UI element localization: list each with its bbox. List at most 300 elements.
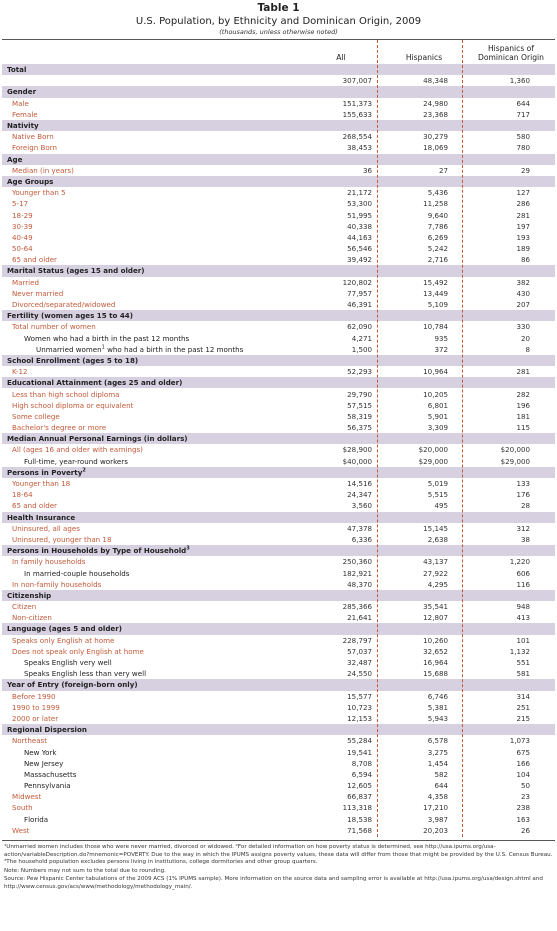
row-label bbox=[2, 747, 302, 758]
table-row bbox=[2, 534, 555, 545]
cell-dominican: 238 bbox=[516, 803, 530, 813]
row-label-text: West bbox=[12, 825, 30, 835]
row-label-text: Total number of women bbox=[12, 322, 96, 332]
table-row bbox=[2, 209, 555, 220]
cell-dominican: 176 bbox=[516, 490, 530, 500]
row-label-text: Before 1990 bbox=[12, 691, 56, 701]
row-label bbox=[2, 355, 302, 366]
cell-all: 40,338 bbox=[347, 221, 372, 231]
cell-all: 55,284 bbox=[347, 736, 372, 746]
cell-all: $28,900 bbox=[342, 445, 372, 455]
column-header-dominican: Hispanics of Dominican Origin bbox=[478, 44, 544, 62]
table-row bbox=[2, 444, 555, 455]
row-label-text: 65 and older bbox=[12, 255, 57, 265]
column-header-all: All bbox=[336, 53, 346, 62]
row-label-text: Speaks English less than very well bbox=[24, 669, 147, 679]
cell-hispanics: 5,901 bbox=[427, 411, 448, 421]
row-label bbox=[2, 131, 302, 142]
row-label-text: Younger than 5 bbox=[12, 188, 66, 198]
row-label-text: Non-citizen bbox=[12, 613, 52, 623]
table-row bbox=[2, 165, 555, 176]
table-row bbox=[2, 333, 555, 344]
cell-all: 24,550 bbox=[347, 669, 372, 679]
row-label bbox=[2, 142, 302, 153]
cell-dominican: 1,360 bbox=[509, 76, 530, 86]
column-rule-hispanics-dominican bbox=[462, 40, 463, 837]
cell-all: 39,492 bbox=[347, 255, 372, 265]
section-header-row bbox=[2, 433, 555, 444]
cell-dominican: 38 bbox=[520, 534, 530, 544]
cell-dominican: 133 bbox=[516, 479, 530, 489]
row-label bbox=[2, 635, 302, 646]
cell-all: 53,300 bbox=[347, 199, 372, 209]
cell-hispanics: 372 bbox=[434, 344, 448, 354]
cell-all: 228,797 bbox=[342, 635, 372, 645]
row-label-text: 40-49 bbox=[12, 232, 33, 242]
footnote-paragraph: Source: Pew Hispanic Center tabulations of the 2009 ACS (1% IPUMS sample). More information on the source data and sampling error is available at http://usa.ipums.org/usa/design.shtml and http://www.census.gov/acs/www/methodology/methodology_main/. bbox=[4, 876, 543, 890]
cell-hispanics: 23,368 bbox=[423, 109, 448, 119]
table-row bbox=[2, 400, 555, 411]
row-label-text: Does not speak only English at home bbox=[12, 646, 144, 656]
row-label-text: 65 and older bbox=[12, 501, 57, 511]
cell-hispanics: $20,000 bbox=[418, 445, 448, 455]
cell-hispanics: 5,436 bbox=[427, 188, 448, 198]
cell-all: 120,802 bbox=[342, 277, 372, 287]
cell-hispanics: 27,922 bbox=[423, 568, 448, 578]
table-row bbox=[2, 556, 555, 567]
cell-dominican: 86 bbox=[520, 255, 530, 265]
row-label-text: Native Born bbox=[12, 132, 54, 142]
cell-dominican: 166 bbox=[516, 758, 530, 768]
cell-all: 113,318 bbox=[342, 803, 372, 813]
row-label bbox=[2, 333, 302, 344]
row-label bbox=[2, 64, 302, 75]
row-label-text: Married bbox=[12, 277, 40, 287]
table-row bbox=[2, 769, 555, 780]
row-label bbox=[2, 512, 302, 523]
table-row bbox=[2, 366, 555, 377]
table-row bbox=[2, 780, 555, 791]
cell-all: 10,723 bbox=[347, 702, 372, 712]
row-label-text: Persons in Poverty bbox=[7, 467, 83, 477]
row-label bbox=[2, 422, 302, 433]
table-row bbox=[2, 187, 555, 198]
table-row bbox=[2, 131, 555, 142]
row-label bbox=[2, 668, 302, 679]
row-label bbox=[2, 456, 302, 467]
cell-hispanics: 3,309 bbox=[427, 423, 448, 433]
cell-hispanics: 7,786 bbox=[427, 221, 448, 231]
cell-dominican: 780 bbox=[516, 143, 530, 153]
section-header-row bbox=[2, 545, 555, 556]
cell-all: 21,172 bbox=[347, 188, 372, 198]
row-label-text: Language (ages 5 and older) bbox=[7, 624, 122, 634]
row-label-text: In married-couple households bbox=[24, 568, 130, 578]
row-label-text: Younger than 18 bbox=[12, 479, 71, 489]
table-row bbox=[2, 489, 555, 500]
cell-all: 38,453 bbox=[347, 143, 372, 153]
cell-hispanics: 4,358 bbox=[427, 792, 448, 802]
cell-dominican: 312 bbox=[516, 523, 530, 533]
section-header-row bbox=[2, 176, 555, 187]
row-label bbox=[2, 623, 302, 634]
row-label-text: Fertility (women ages 15 to 44) bbox=[7, 311, 133, 321]
cell-hispanics: 582 bbox=[434, 769, 448, 779]
units-note: (thousands, unless otherwise noted) bbox=[219, 28, 338, 36]
row-label-text-cont: who had a birth in the past 12 months bbox=[104, 344, 244, 354]
cell-hispanics: 43,137 bbox=[423, 557, 448, 567]
table-body bbox=[2, 64, 555, 836]
cell-hispanics: 30,279 bbox=[423, 132, 448, 142]
section-header-row bbox=[2, 512, 555, 523]
cell-all: 48,370 bbox=[347, 579, 372, 589]
row-label-text: High school diploma or equivalent bbox=[12, 400, 134, 410]
row-label bbox=[2, 299, 302, 310]
cell-all: 32,487 bbox=[347, 658, 372, 668]
row-label bbox=[2, 478, 302, 489]
cell-dominican: 1,132 bbox=[509, 646, 530, 656]
row-label-text: K-12 bbox=[12, 367, 28, 377]
cell-all: 1,500 bbox=[351, 344, 372, 354]
row-label-text: School Enrollment (ages 5 to 18) bbox=[7, 355, 139, 365]
table-row bbox=[2, 321, 555, 332]
cell-hispanics: 4,295 bbox=[427, 579, 448, 589]
cell-all: 155,633 bbox=[342, 109, 372, 119]
row-label-text: Uninsured, all ages bbox=[12, 523, 80, 533]
cell-all: 14,516 bbox=[347, 479, 372, 489]
cell-all: 52,293 bbox=[347, 367, 372, 377]
row-label bbox=[2, 467, 302, 478]
footnote-marker: 1 bbox=[101, 344, 105, 351]
cell-hispanics: 10,260 bbox=[423, 635, 448, 645]
row-label bbox=[2, 86, 302, 97]
footnote-paragraph: ¹Unmarried women includes those who were never married, divorced or widowed. ²For detailed information on how poverty status is determined, see http://usa.ipums.org/usa-action/variableDescription.do?mnemonic=POVERTY. Due to the way in which the IPUMS assigns poverty values, these data will differ from those that might be provided by the U.S. Census Bureau. ³The household population excludes persons living in institutions, college dormitories and other group quarters. bbox=[4, 843, 553, 866]
cell-dominican: 116 bbox=[516, 579, 530, 589]
cell-hispanics: 935 bbox=[434, 333, 448, 343]
row-label bbox=[2, 590, 302, 601]
cell-all: 29,790 bbox=[347, 389, 372, 399]
table-row bbox=[2, 98, 555, 109]
cell-all: 4,271 bbox=[351, 333, 372, 343]
cell-hispanics: 15,492 bbox=[423, 277, 448, 287]
row-label bbox=[2, 713, 302, 724]
cell-dominican: 215 bbox=[516, 713, 530, 723]
row-label-text: Full-time, year-round workers bbox=[24, 456, 128, 466]
table-row bbox=[2, 456, 555, 467]
table-row bbox=[2, 567, 555, 578]
cell-hispanics: 495 bbox=[434, 501, 448, 511]
row-label-text: Never married bbox=[12, 288, 64, 298]
cell-hispanics: 5,381 bbox=[427, 702, 448, 712]
cell-hispanics: 16,964 bbox=[423, 658, 448, 668]
cell-hispanics: 6,578 bbox=[427, 736, 448, 746]
table-row bbox=[2, 243, 555, 254]
row-label bbox=[2, 534, 302, 545]
cell-all: 66,837 bbox=[347, 792, 372, 802]
cell-all: 182,921 bbox=[342, 568, 372, 578]
cell-hispanics: 9,640 bbox=[427, 210, 448, 220]
cell-all: 6,336 bbox=[351, 534, 372, 544]
row-label bbox=[2, 187, 302, 198]
row-label-text: Total bbox=[7, 65, 27, 75]
row-label bbox=[2, 657, 302, 668]
row-label-text: Health Insurance bbox=[7, 512, 76, 522]
cell-hispanics: 5,019 bbox=[427, 479, 448, 489]
cell-dominican: 20 bbox=[520, 333, 530, 343]
cell-hispanics: $29,000 bbox=[418, 456, 448, 466]
cell-all: 151,373 bbox=[342, 98, 372, 108]
table-row bbox=[2, 254, 555, 265]
section-header-row bbox=[2, 64, 555, 75]
cell-all: 36 bbox=[362, 165, 372, 175]
row-label bbox=[2, 165, 302, 176]
table-row bbox=[2, 713, 555, 724]
cell-hispanics: 13,449 bbox=[423, 288, 448, 298]
table-row bbox=[2, 746, 555, 757]
cell-dominican: 286 bbox=[516, 199, 530, 209]
row-label bbox=[2, 154, 302, 165]
row-label bbox=[2, 277, 302, 288]
row-label bbox=[2, 377, 302, 388]
cell-hispanics: 3,275 bbox=[427, 747, 448, 757]
cell-hispanics: 3,987 bbox=[427, 814, 448, 824]
table-row bbox=[2, 198, 555, 209]
row-label-text: Northeast bbox=[12, 736, 48, 746]
table-row bbox=[2, 825, 555, 836]
cell-hispanics: 15,688 bbox=[423, 669, 448, 679]
table-row bbox=[2, 142, 555, 153]
cell-all: 56,375 bbox=[347, 423, 372, 433]
section-header-row bbox=[2, 355, 555, 366]
cell-all: 51,995 bbox=[347, 210, 372, 220]
cell-dominican: 197 bbox=[516, 221, 530, 231]
cell-all: 6,594 bbox=[351, 769, 372, 779]
cell-dominican: 251 bbox=[516, 702, 530, 712]
cell-all: 71,568 bbox=[347, 825, 372, 835]
row-label-text: Speaks English very well bbox=[24, 658, 112, 668]
table-row bbox=[2, 814, 555, 825]
cell-hispanics: 5,109 bbox=[427, 300, 448, 310]
cell-dominican: 1,220 bbox=[509, 557, 530, 567]
row-label bbox=[2, 198, 302, 209]
row-label-text: 18-64 bbox=[12, 490, 33, 500]
row-label bbox=[2, 120, 302, 131]
cell-all: 3,560 bbox=[351, 501, 372, 511]
section-header-row bbox=[2, 467, 555, 478]
footnotes bbox=[2, 840, 555, 892]
cell-hispanics: 24,980 bbox=[423, 98, 448, 108]
row-label-text: Age Groups bbox=[7, 176, 54, 186]
table-row bbox=[2, 735, 555, 746]
cell-dominican: 189 bbox=[516, 244, 530, 254]
table-row bbox=[2, 478, 555, 489]
cell-dominican: 581 bbox=[516, 669, 530, 679]
row-label bbox=[2, 579, 302, 590]
row-label bbox=[2, 344, 302, 355]
cell-dominican: 281 bbox=[516, 367, 530, 377]
table-row bbox=[2, 758, 555, 769]
cell-dominican: 413 bbox=[516, 613, 530, 623]
table-row bbox=[2, 388, 555, 399]
cell-all: 15,577 bbox=[347, 691, 372, 701]
table-row bbox=[2, 422, 555, 433]
row-label bbox=[2, 433, 302, 444]
table-row bbox=[2, 791, 555, 802]
cell-hispanics: 5,242 bbox=[427, 244, 448, 254]
cell-hispanics: 6,746 bbox=[427, 691, 448, 701]
section-header-row bbox=[2, 120, 555, 131]
row-label-text: Nativity bbox=[7, 121, 39, 131]
footnote-marker: 2 bbox=[82, 467, 86, 474]
row-label-text: Median Annual Personal Earnings (in dollars) bbox=[7, 434, 188, 444]
row-label-text: Divorced/separated/widowed bbox=[12, 300, 116, 310]
cell-dominican: 1,073 bbox=[509, 736, 530, 746]
table-row bbox=[2, 277, 555, 288]
cell-hispanics: 48,348 bbox=[423, 76, 448, 86]
row-label bbox=[2, 691, 302, 702]
section-header-row bbox=[2, 154, 555, 165]
row-label bbox=[2, 612, 302, 623]
row-label-text: Pennsylvania bbox=[24, 781, 71, 791]
table-row bbox=[2, 109, 555, 120]
cell-dominican: 281 bbox=[516, 210, 530, 220]
row-label-text: Year of Entry (foreign-born only) bbox=[7, 680, 138, 690]
table-row bbox=[2, 232, 555, 243]
cell-dominican: 717 bbox=[516, 109, 530, 119]
row-label bbox=[2, 545, 302, 556]
table-row bbox=[2, 579, 555, 590]
title-block bbox=[2, 0, 555, 37]
table-row bbox=[2, 635, 555, 646]
cell-all: 21,641 bbox=[347, 613, 372, 623]
footnote-paragraph: Note: Numbers may not sum to the total due to rounding. bbox=[4, 867, 166, 874]
cell-dominican: $29,000 bbox=[500, 456, 530, 466]
row-label bbox=[2, 389, 302, 400]
row-label-text: Regional Dispersion bbox=[7, 725, 87, 735]
cell-dominican: 127 bbox=[516, 188, 530, 198]
cell-dominican: 314 bbox=[516, 691, 530, 701]
cell-dominican: 330 bbox=[516, 322, 530, 332]
section-header-row bbox=[2, 679, 555, 690]
row-label bbox=[2, 523, 302, 534]
cell-dominican: 28 bbox=[520, 501, 530, 511]
table-row bbox=[2, 702, 555, 713]
row-label bbox=[2, 243, 302, 254]
row-label-text: Some college bbox=[12, 411, 60, 421]
row-label bbox=[2, 109, 302, 120]
table-row bbox=[2, 668, 555, 679]
row-label bbox=[2, 400, 302, 411]
table-row bbox=[2, 646, 555, 657]
table-title: Table 1 bbox=[257, 2, 300, 14]
table-row bbox=[2, 221, 555, 232]
row-label-text: Age bbox=[7, 154, 23, 164]
row-label bbox=[2, 679, 302, 690]
cell-all: 307,007 bbox=[342, 76, 372, 86]
cell-all: 12,153 bbox=[347, 713, 372, 723]
cell-all: 57,515 bbox=[347, 400, 372, 410]
cell-dominican: 430 bbox=[516, 288, 530, 298]
cell-dominican: 580 bbox=[516, 132, 530, 142]
row-label-text: Female bbox=[12, 109, 38, 119]
cell-hispanics: 32,652 bbox=[423, 646, 448, 656]
cell-hispanics: 11,258 bbox=[423, 199, 448, 209]
row-label bbox=[2, 758, 302, 769]
table-row bbox=[2, 601, 555, 612]
table-row bbox=[2, 288, 555, 299]
row-label bbox=[2, 825, 302, 836]
table-row bbox=[2, 523, 555, 534]
cell-dominican: 29 bbox=[520, 165, 530, 175]
row-label-text: Massachusetts bbox=[24, 769, 77, 779]
footnote-marker: 3 bbox=[186, 545, 190, 552]
table-row bbox=[2, 75, 555, 86]
cell-dominican: 163 bbox=[516, 814, 530, 824]
row-label bbox=[2, 210, 302, 221]
column-rule-all-hispanics bbox=[377, 40, 378, 837]
table-row bbox=[2, 691, 555, 702]
row-label-text: Gender bbox=[7, 87, 37, 97]
row-label bbox=[2, 444, 302, 455]
section-header-row bbox=[2, 377, 555, 388]
cell-hispanics: 20,203 bbox=[423, 825, 448, 835]
row-label-text: 2000 or later bbox=[12, 713, 59, 723]
table-row bbox=[2, 657, 555, 668]
cell-all: 285,366 bbox=[342, 602, 372, 612]
row-label bbox=[2, 489, 302, 500]
row-label bbox=[2, 724, 302, 735]
row-label bbox=[2, 310, 302, 321]
row-label-text: Midwest bbox=[12, 792, 42, 802]
row-label-text: New Jersey bbox=[24, 758, 64, 768]
table-row bbox=[2, 612, 555, 623]
row-label-text: In non-family households bbox=[12, 579, 102, 589]
row-label bbox=[2, 321, 302, 332]
row-label-text: South bbox=[12, 803, 33, 813]
cell-all: 44,163 bbox=[347, 232, 372, 242]
cell-all: 19,541 bbox=[347, 747, 372, 757]
row-label-text: 50-64 bbox=[12, 244, 33, 254]
column-header-hispanics: Hispanics bbox=[405, 53, 443, 62]
row-label bbox=[2, 791, 302, 802]
cell-hispanics: 10,964 bbox=[423, 367, 448, 377]
row-label bbox=[2, 769, 302, 780]
cell-dominican: 104 bbox=[516, 769, 530, 779]
row-label-text: 1990 to 1999 bbox=[12, 702, 60, 712]
cell-all: 58,319 bbox=[347, 411, 372, 421]
cell-dominican: 196 bbox=[516, 400, 530, 410]
cell-dominican: 115 bbox=[516, 423, 530, 433]
cell-all: 12,605 bbox=[347, 781, 372, 791]
row-label bbox=[2, 568, 302, 579]
cell-all: 47,378 bbox=[347, 523, 372, 533]
row-label-text: Citizen bbox=[12, 602, 37, 612]
row-label bbox=[2, 366, 302, 377]
cell-hispanics: 27 bbox=[438, 165, 448, 175]
row-label bbox=[2, 646, 302, 657]
row-label-text: Uninsured, younger than 18 bbox=[12, 534, 112, 544]
cell-all: 77,957 bbox=[347, 288, 372, 298]
cell-dominican: 26 bbox=[520, 825, 530, 835]
cell-hispanics: 15,145 bbox=[423, 523, 448, 533]
row-label bbox=[2, 500, 302, 511]
cell-dominican: 675 bbox=[516, 747, 530, 757]
row-label bbox=[2, 98, 302, 109]
row-label-text: In family households bbox=[12, 557, 86, 567]
cell-hispanics: 6,269 bbox=[427, 232, 448, 242]
cell-all: 18,538 bbox=[347, 814, 372, 824]
row-label-text: Foreign Born bbox=[12, 143, 58, 153]
